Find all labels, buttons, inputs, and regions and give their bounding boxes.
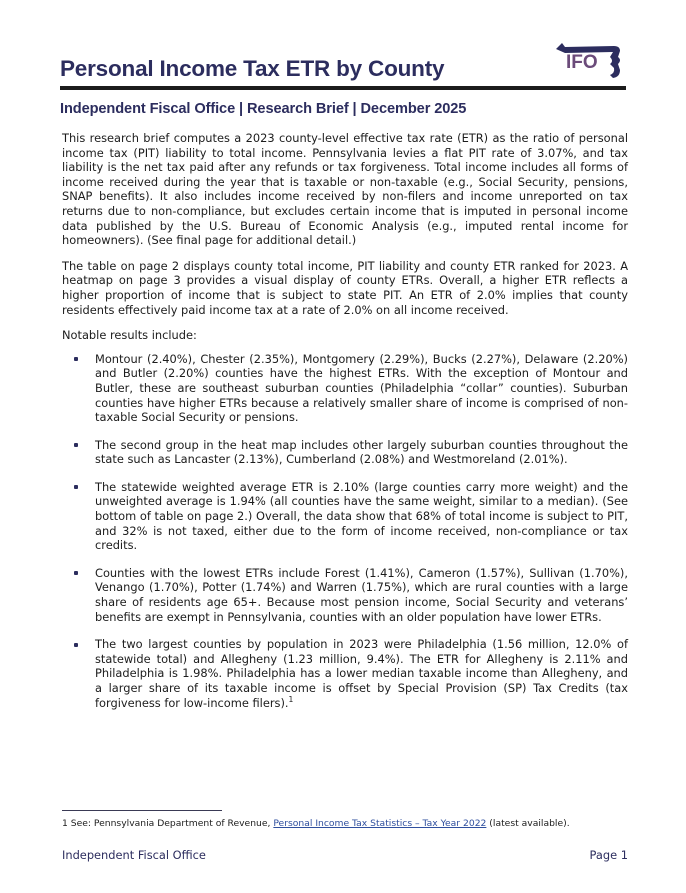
ifo-logo-text: IFO — [566, 52, 598, 73]
list-item-text: The second group in the heat map includes other largely suburban counties throughout the state such as Lancaster (2.13%), Cumberland (2.08%) and Westmoreland (2.01%). — [95, 437, 628, 467]
bullet-icon — [74, 443, 78, 447]
footnote-divider — [62, 810, 222, 811]
footnote-area — [62, 810, 628, 830]
document-subtitle: Independent Fiscal Office | Research Brief | December 2025 — [60, 100, 467, 117]
intro-paragraph-1: This research brief computes a 2023 county-level effective tax rate (ETR) as the ratio of personal income tax (PIT) liability to total income. Pennsylvania levies a flat PIT rate of 3.07%, and tax liability is the net tax paid after any refunds or tax forgiveness. Total income includes all forms of income received during the year that is taxable or non-taxable (e.g., Social Security, pensions, SNAP benefits). It also includes income received by non-filers and income unreported on tax returns due to non-compliance, but excludes certain income that is imputed in personal income data published by the U.S. Bureau of Economic Analysis (e.g., imputed rental income for homeowners). (See final page for additional detail.) — [62, 131, 628, 248]
list-item — [62, 438, 628, 467]
header-title-row — [60, 38, 626, 84]
notable-results-list — [62, 352, 628, 710]
ifo-logo — [552, 37, 626, 83]
intro-paragraph-2: The table on page 2 displays county total income, PIT liability and county ETR ranked for 2023. A heatmap on page 3 provides a visual display of county ETRs. Overall, a higher ETR reflects a higher proportion of income that is subject to state PIT. An ETR of 2.0% implies that county residents effectively paid income tax at a rate of 2.0% on all income received. — [62, 258, 628, 317]
bullet-icon — [74, 357, 78, 361]
footnote-suffix: (latest available). — [486, 818, 570, 830]
list-item — [62, 637, 628, 710]
list-item-text: The statewide weighted average ETR is 2.10% (large counties carry more weight) and the unweighted average is 1.94% (all counties have the same weight, similar to a median). (See bottom of table on page 2.) Overall, the data show that 68% of total income is subject to PIT, and 32% is not taxed, either due to the form of income received, non-compliance or tax credits. — [95, 479, 628, 553]
list-item — [62, 566, 628, 624]
notable-results-lead: Notable results include: — [62, 328, 197, 343]
list-item — [62, 352, 628, 425]
footer-page-number: Page 1 — [589, 848, 628, 862]
page-footer — [62, 848, 628, 862]
pennsylvania-outline-icon — [552, 37, 626, 83]
bullet-icon — [74, 485, 78, 489]
footnote-text — [62, 818, 628, 830]
page-title: Personal Income Tax ETR by County — [60, 56, 445, 82]
bullet-icon — [74, 571, 78, 575]
document-header — [60, 38, 626, 117]
list-item — [62, 480, 628, 553]
bullet-icon — [74, 643, 78, 647]
footer-left-label: Independent Fiscal Office — [62, 848, 206, 862]
list-item-text: Montour (2.40%), Chester (2.35%), Montgomery (2.29%), Bucks (2.27%), Delaware (2.20%) and Butler (2.20%) counties have the highest ETRs. With the exception of Montour and Butler, these are southeast suburban counties (Philadelphia “collar” counties). Suburban counties have higher ETRs because a relatively smaller share of income is comprised of non-taxable Social Security or pensions. — [95, 351, 628, 425]
footnote-link[interactable]: Personal Income Tax Statistics – Tax Year 2022 — [273, 818, 487, 830]
title-divider — [60, 86, 626, 90]
footnote-prefix: 1 See: Pennsylvania Department of Revenue, — [62, 818, 274, 830]
footnote-marker: 1 — [288, 694, 294, 704]
document-body — [62, 131, 628, 723]
list-item-text: Counties with the lowest ETRs include Forest (1.41%), Cameron (1.57%), Sullivan (1.70%), Venango (1.70%), Potter (1.74%) and Warren (1.75%), which are rural counties with a large share of residents age 65+. Because most pension income, Social Security and veterans’ benefits are exempt in Pennsylvania, counties with an older population have lower ETRs. — [95, 565, 628, 624]
list-item-text: The two largest counties by population in 2023 were Philadelphia (1.56 million, 12.0% of statewide total) and Allegheny (1.23 million, 9.4%). The ETR for Allegheny is 2.11% and Philadelphia is 1.98%. Philadelphia has a lower median taxable income than Allegheny, and a larger share of its taxable income is offset by Special Provision (SP) Tax Credits (tax forgiveness for low-income filers). — [95, 637, 628, 710]
